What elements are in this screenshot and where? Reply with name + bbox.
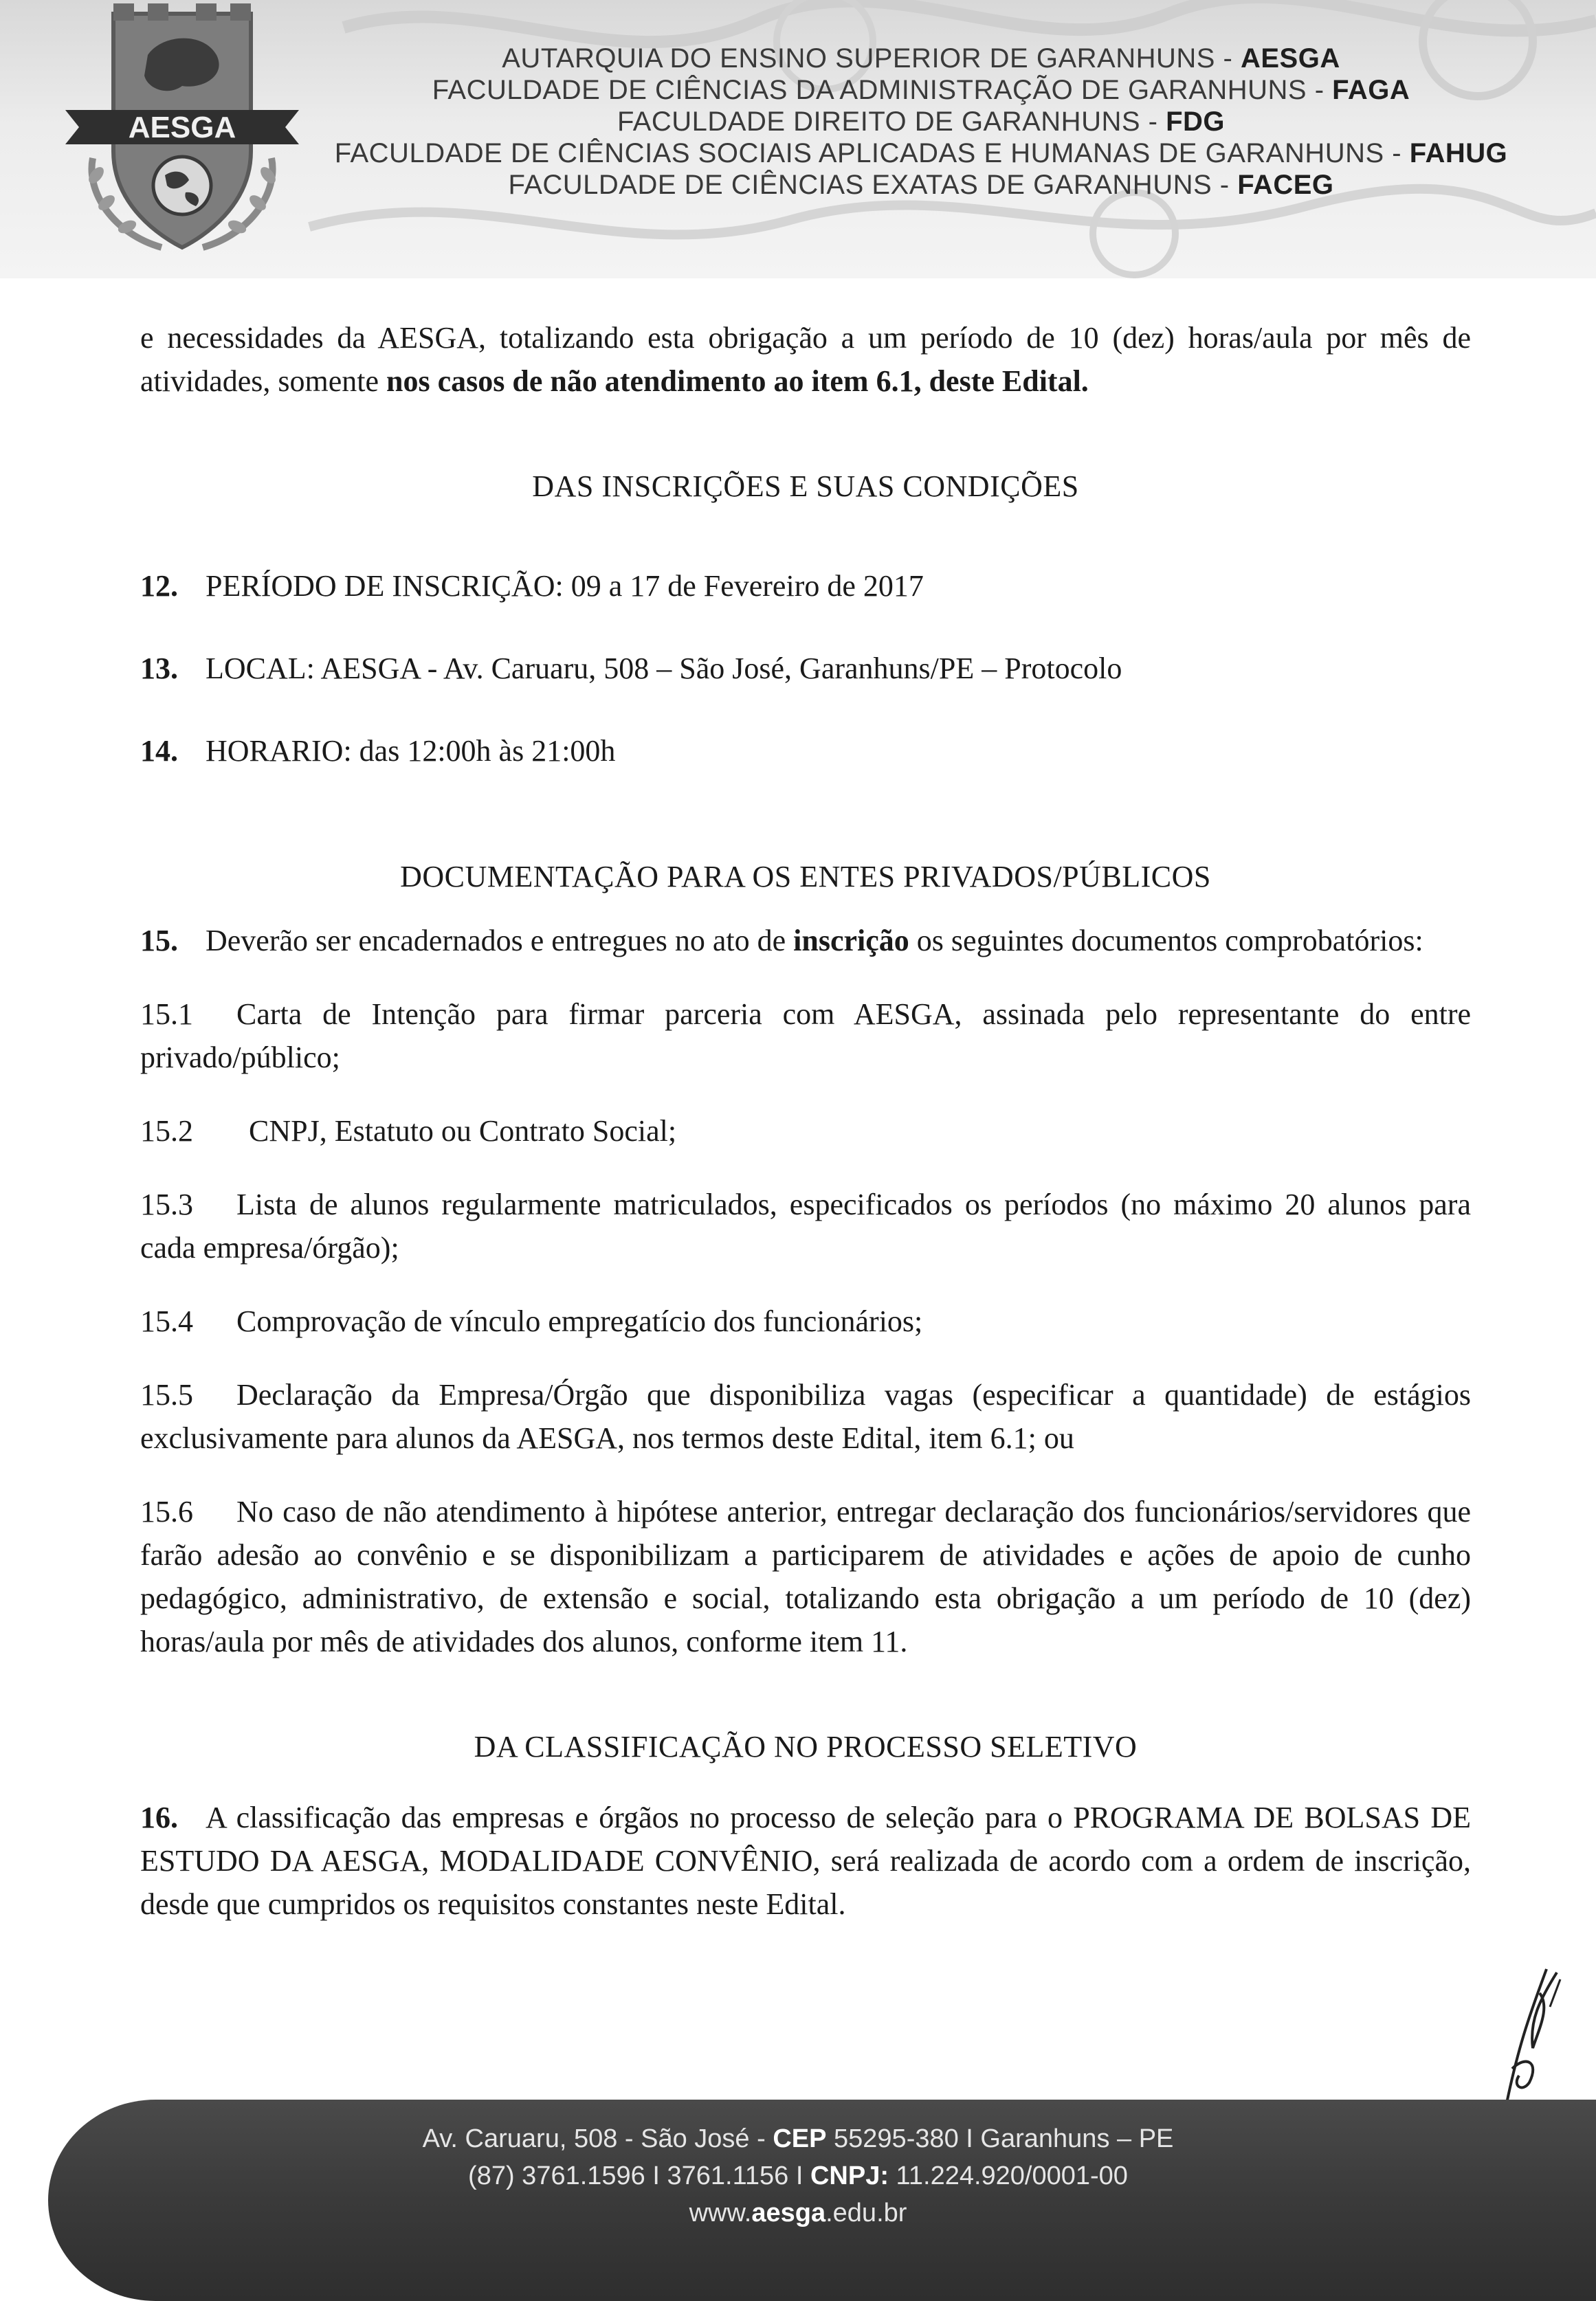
footer-address-line: Av. Caruaru, 508 - São José - CEP 55295-380 I Garanhuns – PE bbox=[422, 2124, 1174, 2153]
item-12: 12. PERÍODO DE INSCRIÇÃO: 09 a 17 de Fevereiro de 2017 bbox=[140, 569, 924, 603]
item-13: 13. LOCAL: AESGA - Av. Caruaru, 508 – São José, Garanhuns/PE – Protocolo bbox=[140, 652, 1122, 685]
subitem-15-5: 15.5 Declaração da Empresa/Órgão que disponibiliza vagas (especificar a quantidade) de estágios exclusivamente para alunos da AESGA, nos termos deste Edital, item 6.1; ou bbox=[140, 1378, 1471, 1455]
document-body bbox=[140, 316, 1471, 1926]
aesga-logo bbox=[65, 0, 299, 261]
handwritten-initials bbox=[1492, 1966, 1567, 2117]
subitem-15-1: 15.1 Carta de Intenção para firmar parceria com AESGA, assinada pelo representante do entre privado/público; bbox=[140, 997, 1471, 1074]
institution-names bbox=[289, 43, 1553, 201]
intro-paragraph: e necessidades da AESGA, totalizando esta obrigação a um período de 10 (dez) horas/aula por mês de atividades, somente nos casos de não atendimento ao item 6.1, deste Edital. bbox=[140, 321, 1471, 398]
subitem-15-3: 15.3 Lista de alunos regularmente matriculados, especificados os períodos (no máximo 20 alunos para cada empresa/órgão); bbox=[140, 1188, 1471, 1265]
footer-contact bbox=[0, 2120, 1596, 2232]
item-15: 15. Deverão ser encadernados e entregues no ato de inscrição os seguintes documentos comprobatórios: bbox=[140, 924, 1423, 957]
section-heading-inscricoes: DAS INSCRIÇÕES E SUAS CONDIÇÕES bbox=[532, 469, 1079, 503]
header-line: FACULDADE DE CIÊNCIAS EXATAS DE GARANHUNS - FACEG bbox=[508, 170, 1334, 200]
header-line: FACULDADE DIREITO DE GARANHUNS - FDG bbox=[617, 107, 1226, 137]
footer-website[interactable]: www.aesga.edu.br bbox=[689, 2199, 907, 2227]
subitem-15-2: 15.2 CNPJ, Estatuto ou Contrato Social; bbox=[140, 1114, 677, 1148]
svg-text:AESGA: AESGA bbox=[128, 111, 236, 144]
item-14: 14. HORARIO: das 12:00h às 21:00h bbox=[140, 734, 616, 768]
header-line: FACULDADE DE CIÊNCIAS SOCIAIS APLICADAS E HUMANAS DE GARANHUNS - FAHUG bbox=[334, 138, 1508, 168]
subitem-15-6: 15.6 No caso de não atendimento à hipótese anterior, entregar declaração dos funcionários/servidores que farão adesão ao convênio e se disponibilizam a participarem de atividades e ações de apoio de cunho pedagógico, administrativo, de extensão e social, totalizando esta obrigação a um período de 10 (dez) horas/aula por mês de atividades dos alunos, conforme item 11. bbox=[140, 1495, 1471, 1658]
section-heading-documentacao: DOCUMENTAÇÃO PARA OS ENTES PRIVADOS/PÚBLICOS bbox=[400, 860, 1211, 893]
footer-phone-line: (87) 3761.1596 I 3761.1156 I CNPJ: 11.224.920/0001-00 bbox=[468, 2161, 1128, 2190]
section-heading-classificacao: DA CLASSIFICAÇÃO NO PROCESSO SELETIVO bbox=[474, 1730, 1138, 1764]
letterhead bbox=[0, 0, 1596, 278]
header-line: AUTARQUIA DO ENSINO SUPERIOR DE GARANHUNS - AESGA bbox=[502, 43, 1340, 74]
subitem-15-4: 15.4 Comprovação de vínculo empregatício dos funcionários; bbox=[140, 1304, 923, 1338]
header-line: FACULDADE DE CIÊNCIAS DA ADMINISTRAÇÃO DE GARANHUNS - FAGA bbox=[432, 75, 1410, 105]
item-16: 16. A classificação das empresas e órgãos no processo de seleção para o PROGRAMA DE BOLSAS DE ESTUDO DA AESGA, MODALIDADE CONVÊNIO, será realizada de acordo com a ordem de inscrição, desde que cumpridos os requisitos constantes neste Edital. bbox=[140, 1801, 1471, 1921]
